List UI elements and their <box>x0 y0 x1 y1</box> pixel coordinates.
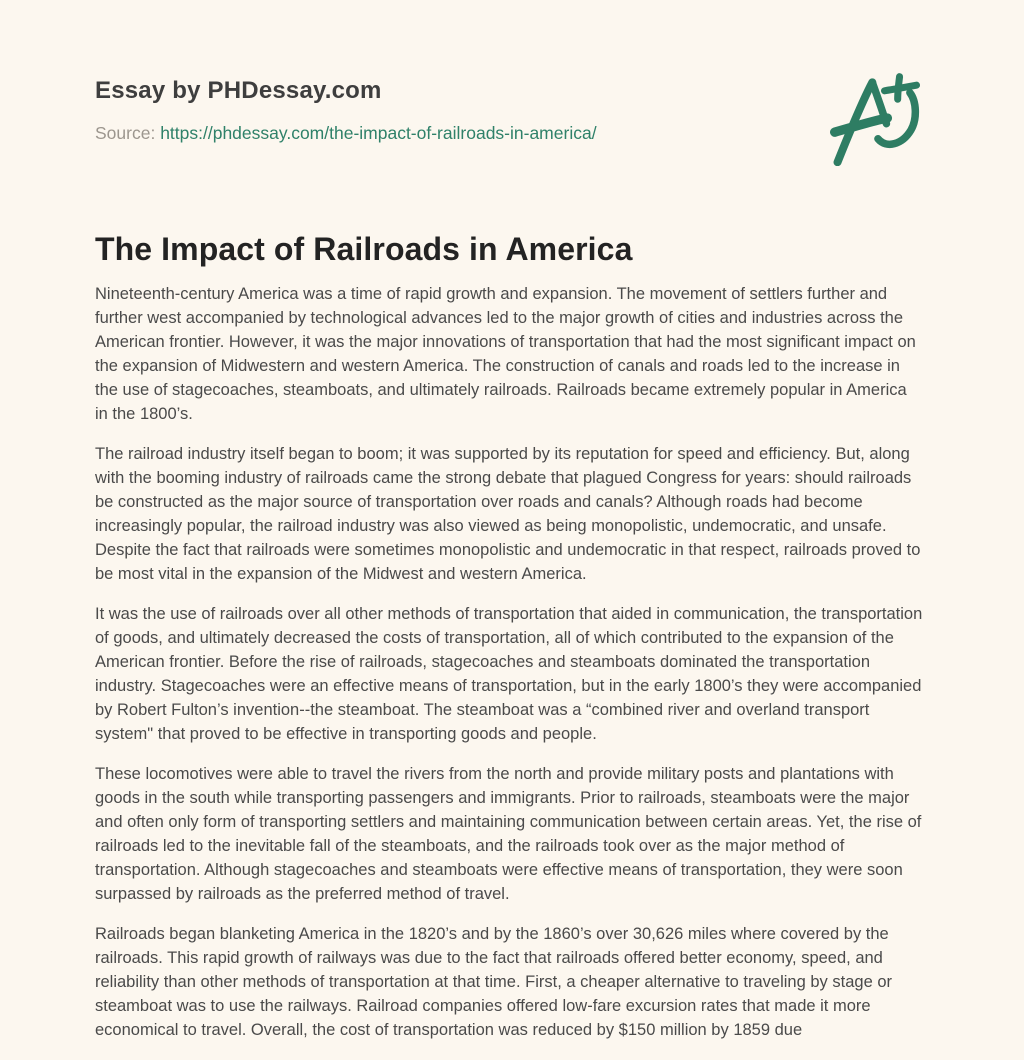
page-header <box>95 74 925 166</box>
paragraph-1: Nineteenth-century America was a time of rapid growth and expansion. The movement of settlers further and further west accompanied by technological advances led to the major growth of cities and industries across the American frontier. However, it was the major innovations of transportation that had the most significant impact on the expansion of Midwestern and western America. The construction of canals and roads led to the increase in the use of stagecoaches, steamboats, and ultimately railroads. Railroads became extremely popular in America in the 1800’s. <box>95 285 916 423</box>
article-title: The Impact of Railroads in America <box>95 231 633 267</box>
paragraph-5: Railroads began blanketing America in the 1820’s and by the 1860’s over 30,626 miles where covered by the railroads. This rapid growth of railways was due to the fact that railroads offered better economy, speed, and reliability than other methods of transportation at that time. First, a cheaper alternative to traveling by stage or steamboat was to use the railways. Railroad companies offered low-fare excursion rates that made it more economical to travel. Overall, the cost of transportation was reduced by $150 million by 1859 due <box>95 925 892 1039</box>
paragraph-4: These locomotives were able to travel the rivers from the north and provide military posts and plantations with goods in the south while transporting passengers and immigrants. Prior to railroads, steamboats were the major and often only form of transporting settlers and maintaining communication between certain areas. Yet, the rise of railroads led to the inevitable fall of the steamboats, and the railroads took over as the major method of transportation. Although stagecoaches and steamboats were effective means of transportation, they were soon surpassed by railroads as the preferred method of travel. <box>95 765 922 903</box>
source-label: Source: <box>95 123 156 143</box>
brand-title: Essay by PHDessay.com <box>95 77 382 104</box>
a-plus-logo-icon <box>829 72 925 166</box>
paragraph-2: The railroad industry itself began to boom; it was supported by its reputation for speed and efficiency. But, along with the booming industry of railroads came the strong debate that plagued Congress for years: should railroads be constructed as the major source of transportation over roads and canals? Although roads had become increasingly popular, the railroad industry was also viewed as being monopolistic, undemocratic, and unsafe. Despite the fact that railroads were sometimes monopolistic and undemocratic in that respect, railroads proved to be most vital in the expansion of the Midwest and western America. <box>95 445 921 583</box>
source-url-link[interactable]: https://phdessay.com/the-impact-of-railroads-in-america/ <box>160 123 597 143</box>
source-line <box>95 121 597 145</box>
header-meta <box>95 74 597 145</box>
paragraph-3: It was the use of railroads over all other methods of transportation that aided in communication, the transportation of goods, and ultimately decreased the costs of transportation, all of which contributed to the expansion of the American frontier. Before the rise of railroads, stagecoaches and steamboats dominated the transportation industry. Stagecoaches were an effective means of transportation, but in the early 1800’s they were accompanied by Robert Fulton’s invention--the steamboat. The steamboat was a “combined river and overland transport system" that proved to be effective in transporting goods and people. <box>95 605 923 743</box>
article-body <box>95 282 925 1042</box>
